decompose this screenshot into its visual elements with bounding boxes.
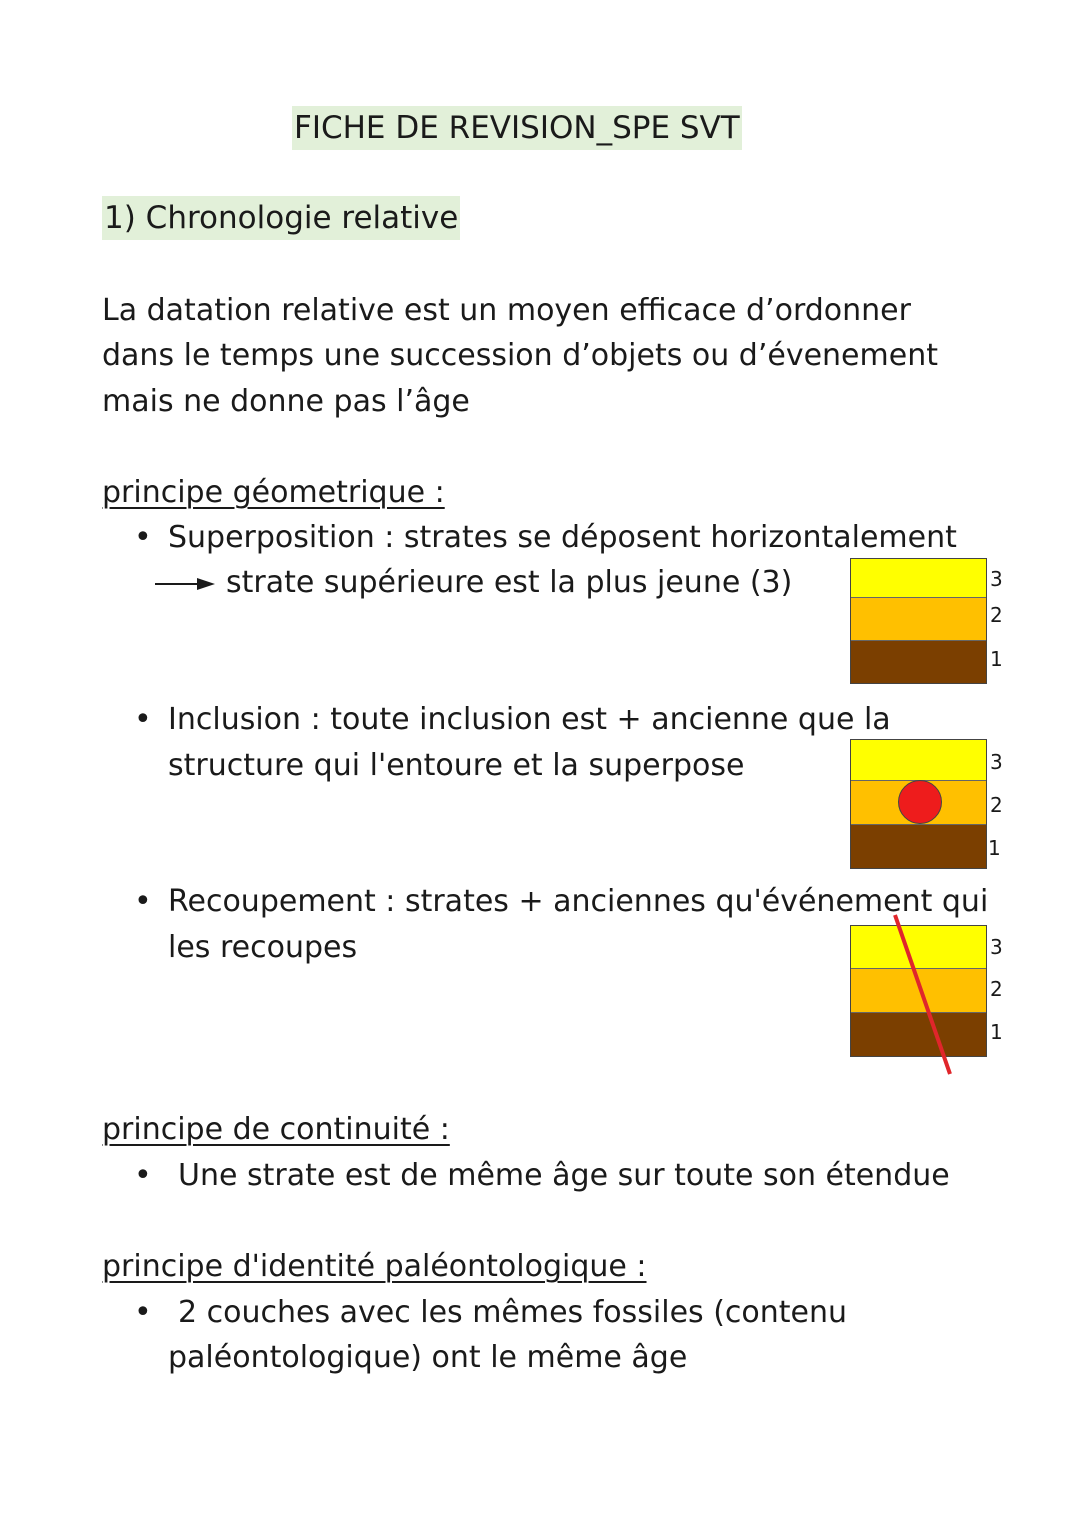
- intro-line-2: dans le temps une succession d’objets ou d’évenement: [102, 338, 938, 373]
- inclusion-line-2: structure qui l'entoure et la superpose: [168, 748, 745, 783]
- strata-layer-1: [851, 641, 986, 683]
- strata-label-2: 2: [990, 793, 1003, 817]
- strata-label-3: 3: [990, 567, 1003, 591]
- strata-layer-3: [851, 740, 986, 781]
- superposition-line-2: strate supérieure est la plus jeune (3): [226, 565, 793, 600]
- continuity-item: Une strate est de même âge sur toute son étendue: [178, 1158, 950, 1193]
- recoupement-line-2: les recoupes: [168, 930, 358, 965]
- strata-label-1: 1: [988, 836, 1001, 860]
- intro-line-1: La datation relative est un moyen efficace d’ordonner: [102, 293, 911, 328]
- bullet-icon: •: [134, 702, 152, 737]
- inclusion-circle: [898, 780, 942, 824]
- strata-layer-1: [851, 825, 986, 868]
- bullet-icon: •: [134, 884, 152, 919]
- bullet-icon: •: [134, 520, 152, 555]
- bullet-icon: •: [134, 1295, 152, 1330]
- inclusion-line-1: Inclusion : toute inclusion est + ancienne que la: [168, 702, 891, 737]
- bullet-icon: •: [134, 1158, 152, 1193]
- strata-label-2: 2: [990, 603, 1003, 627]
- strata-label-3: 3: [990, 750, 1003, 774]
- paleo-line-2: paléontologique) ont le même âge: [168, 1340, 688, 1375]
- superposition-line-1: Superposition : strates se déposent horizontalement: [168, 520, 957, 555]
- strata-label-2: 2: [990, 977, 1003, 1001]
- section-heading-chronologie: 1) Chronologie relative: [102, 196, 460, 240]
- page-title: FICHE DE REVISION_SPE SVT: [292, 106, 742, 150]
- continuity-principle-heading: principe de continuité :: [102, 1112, 450, 1147]
- strata-layer-3: [851, 559, 986, 598]
- strata-label-1: 1: [990, 647, 1003, 671]
- strata-layer-2: [851, 598, 986, 641]
- fault-line: [890, 912, 960, 1078]
- paleo-line-1: 2 couches avec les mêmes fossiles (contenu: [178, 1295, 848, 1330]
- arrow-right-icon: [155, 575, 217, 593]
- intro-line-3: mais ne donne pas l’âge: [102, 384, 470, 419]
- recoupement-line-1: Recoupement : strates + anciennes qu'événement qui: [168, 884, 989, 919]
- superposition-strata-diagram: [850, 558, 987, 684]
- strata-label-3: 3: [990, 935, 1003, 959]
- paleo-principle-heading: principe d'identité paléontologique :: [102, 1249, 647, 1284]
- geometric-principle-heading: principe géometrique :: [102, 475, 445, 510]
- strata-label-1: 1: [990, 1020, 1003, 1044]
